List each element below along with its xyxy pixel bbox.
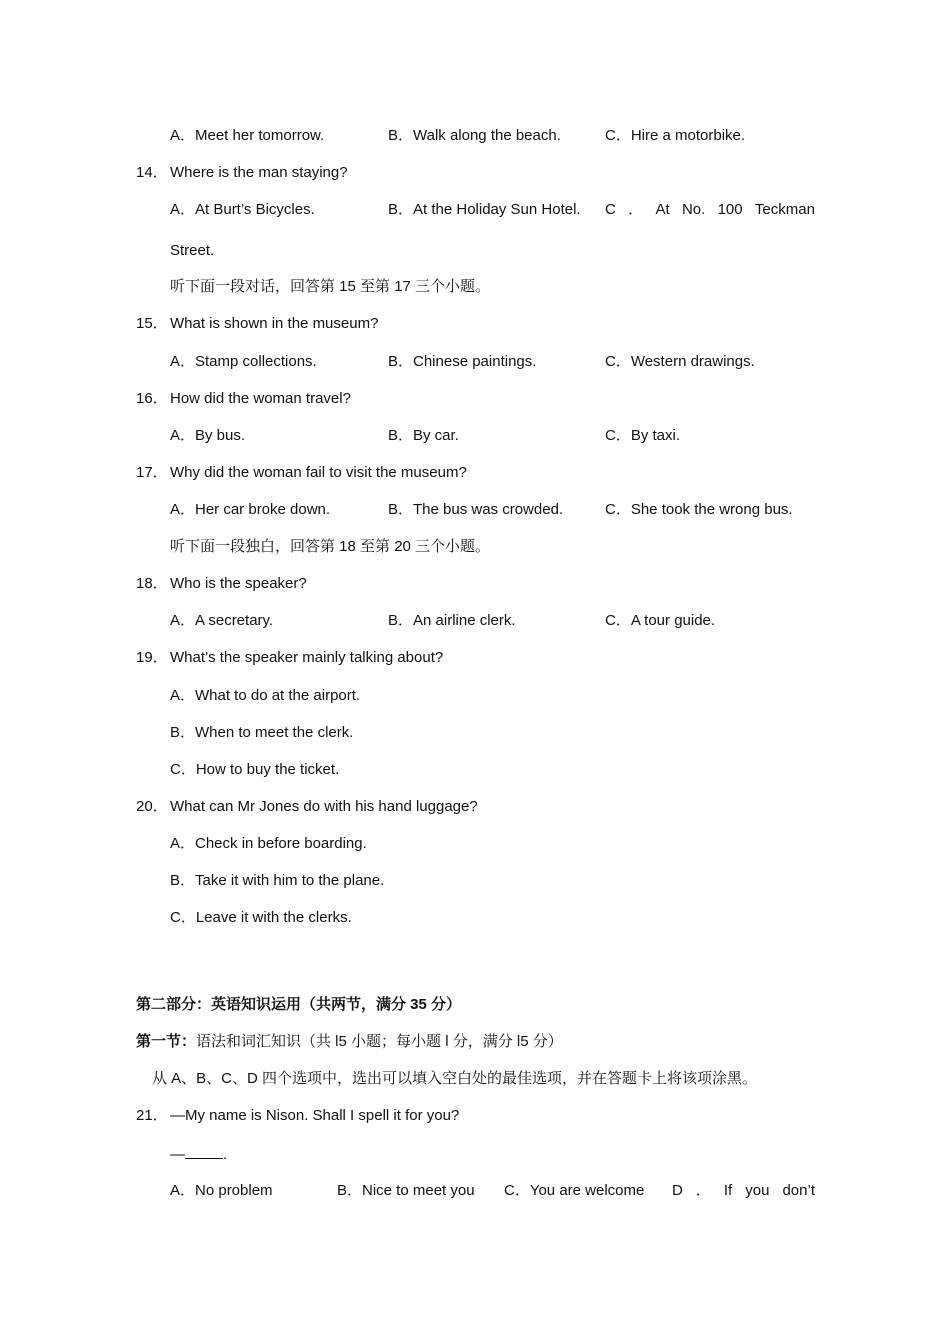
q15-option-b: B．Chinese paintings. bbox=[388, 353, 537, 370]
q21-number: 21． bbox=[136, 1107, 168, 1124]
q14-option-c-word: ． bbox=[628, 201, 644, 218]
q16-number: 16． bbox=[136, 390, 168, 407]
listening-instruction-1: 听下面一段对话，回答第 15 至第 17 三个小题。 bbox=[170, 278, 491, 295]
q20-question: What can Mr Jones do with his hand luggage? bbox=[170, 798, 478, 815]
q13-option-a: A．Meet her tomorrow. bbox=[170, 127, 325, 144]
q14-option-c-word: C bbox=[605, 201, 616, 218]
q21-option-d-word: D bbox=[672, 1182, 683, 1199]
q19-option-b: B．When to meet the clerk. bbox=[170, 724, 354, 741]
q14-option-c-word: At bbox=[655, 201, 670, 218]
q14-option-c-continuation: Street. bbox=[170, 242, 215, 259]
q21-option-d-word: don’t bbox=[782, 1182, 815, 1199]
section1-heading bbox=[136, 1032, 563, 1052]
q14-option-b: B．At the Holiday Sun Hotel. bbox=[388, 201, 581, 218]
q21-option-d-word: If bbox=[723, 1182, 733, 1199]
q20-option-a: A．Check in before boarding. bbox=[170, 835, 367, 852]
q18-question: Who is the speaker? bbox=[170, 575, 307, 592]
q21-option-a: A．No problem bbox=[170, 1182, 273, 1199]
section1-label: 第一节： bbox=[136, 1033, 197, 1050]
q13-option-c: C．Hire a motorbike. bbox=[605, 127, 746, 144]
q21-option-b: B．Nice to meet you bbox=[337, 1182, 475, 1199]
listening-instruction-2: 听下面一段独白，回答第 18 至第 20 三个小题。 bbox=[170, 538, 491, 555]
section1-description: 语法和词汇知识（共 l5 小题；每小题 l 分，满分 l5 分） bbox=[196, 1033, 563, 1050]
q17-option-a: A．Her car broke down. bbox=[170, 501, 331, 518]
q17-number: 17． bbox=[136, 464, 168, 481]
q20-option-b: B．Take it with him to the plane. bbox=[170, 872, 385, 889]
q15-number: 15． bbox=[136, 315, 168, 332]
q16-option-c: C．By taxi. bbox=[605, 427, 681, 444]
q20-number: 20． bbox=[136, 798, 168, 815]
q16-question: How did the woman travel? bbox=[170, 390, 351, 407]
q15-option-c: C．Western drawings. bbox=[605, 353, 755, 370]
q14-option-c-word: 100 bbox=[717, 201, 743, 218]
q21-reply-end: . bbox=[223, 1146, 228, 1163]
q13-option-b: B．Walk along the beach. bbox=[388, 127, 561, 144]
q21-option-d bbox=[672, 1181, 815, 1201]
q21-option-c: C．You are welcome bbox=[504, 1182, 645, 1199]
part2-title: 第二部分：英语知识运用（共两节，满分 35 分） bbox=[136, 996, 462, 1013]
q17-option-b: B．The bus was crowded. bbox=[388, 501, 564, 518]
q17-question: Why did the woman fail to visit the museum? bbox=[170, 464, 467, 481]
q18-option-a: A．A secretary. bbox=[170, 612, 274, 629]
q16-option-b: B．By car. bbox=[388, 427, 459, 444]
q21-option-d-word: ． bbox=[695, 1182, 711, 1199]
section1-instruction: 从 A、B、C、D 四个选项中，选出可以填入空白处的最佳选项，并在答题卡上将该项涂黑。 bbox=[152, 1070, 758, 1087]
q18-option-c: C．A tour guide. bbox=[605, 612, 716, 629]
q21-reply-dash: — bbox=[170, 1146, 185, 1163]
q21-question: —My name is Nison. Shall I spell it for you? bbox=[170, 1107, 460, 1124]
q18-option-b: B．An airline clerk. bbox=[388, 612, 516, 629]
q16-option-a: A．By bus. bbox=[170, 427, 246, 444]
q21-reply bbox=[170, 1144, 227, 1165]
q14-option-a: A．At Burt’s Bicycles. bbox=[170, 201, 315, 218]
q19-question: What’s the speaker mainly talking about? bbox=[170, 649, 444, 666]
q21-option-d-word: you bbox=[745, 1182, 770, 1199]
q19-option-c: C．How to buy the ticket. bbox=[170, 761, 340, 778]
q14-number: 14． bbox=[136, 164, 168, 181]
q18-number: 18． bbox=[136, 575, 168, 592]
q14-question: Where is the man staying? bbox=[170, 164, 348, 181]
q14-option-c bbox=[605, 200, 815, 220]
q19-number: 19． bbox=[136, 649, 168, 666]
q21-answer-blank bbox=[185, 1144, 223, 1159]
q19-option-a: A．What to do at the airport. bbox=[170, 687, 361, 704]
q15-question: What is shown in the museum? bbox=[170, 315, 379, 332]
q15-option-a: A．Stamp collections. bbox=[170, 353, 317, 370]
q14-option-c-word: No. bbox=[681, 201, 706, 218]
q17-option-c: C．She took the wrong bus. bbox=[605, 501, 793, 518]
q14-option-c-word: Teckman bbox=[754, 201, 815, 218]
q20-option-c: C．Leave it with the clerks. bbox=[170, 909, 352, 926]
